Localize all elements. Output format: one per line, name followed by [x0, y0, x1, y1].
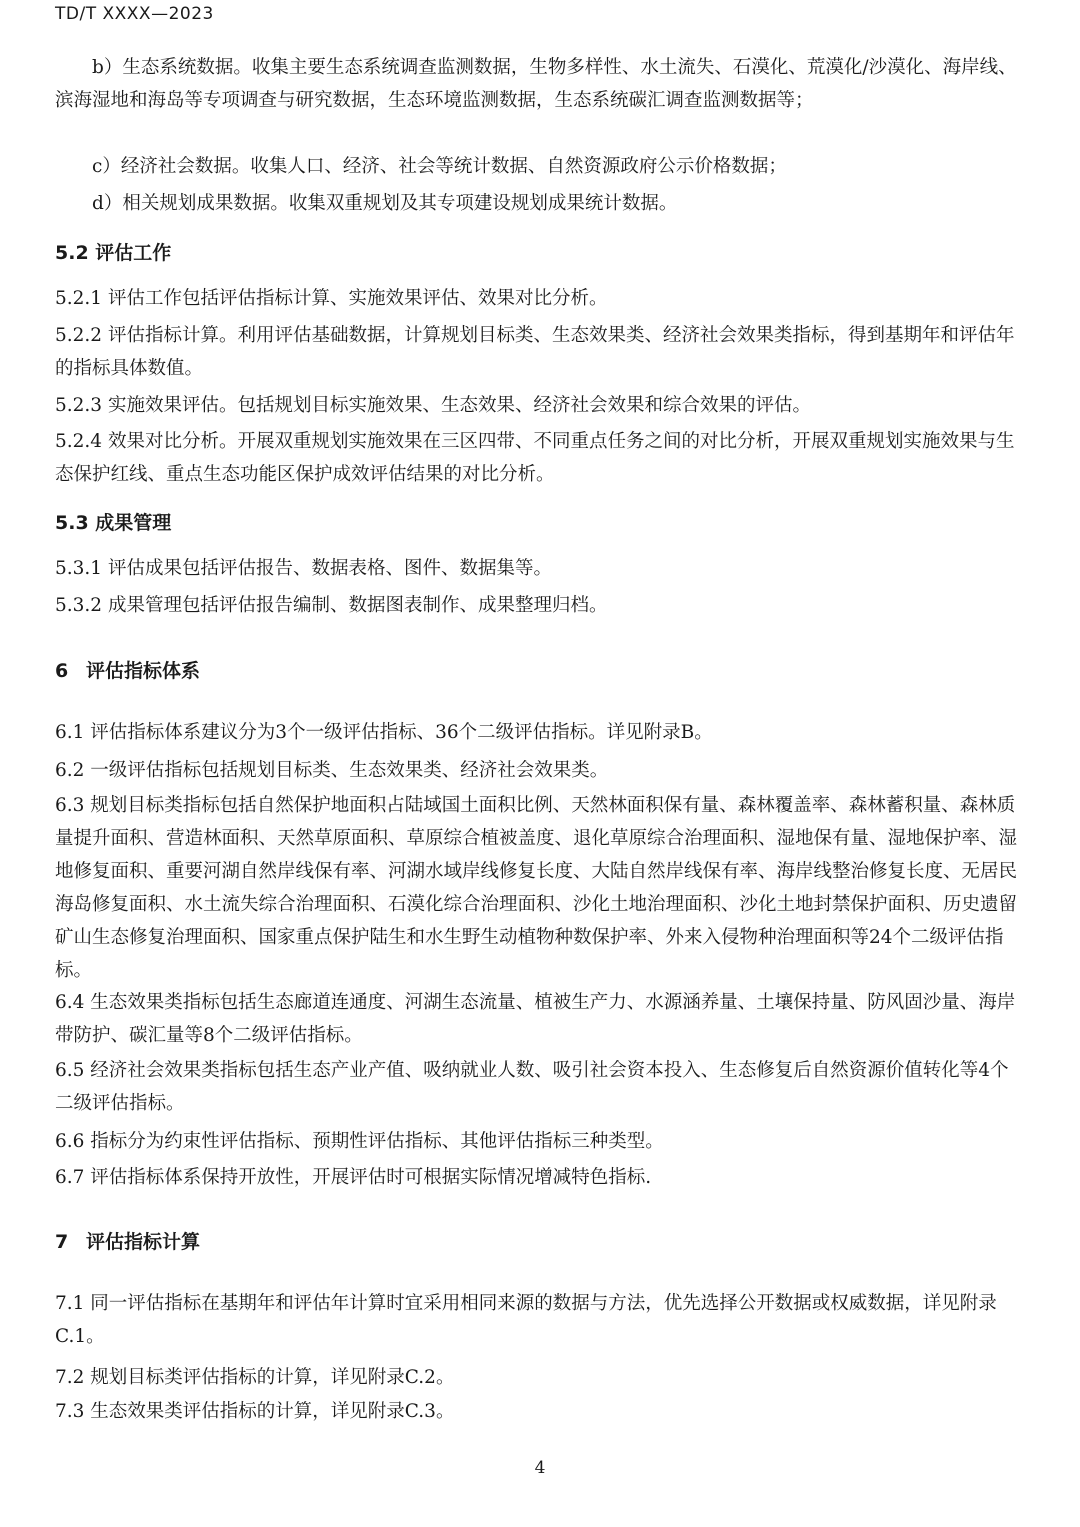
chapter-7-number: 7 — [55, 1231, 69, 1253]
clause-6-3: 6.3 规划目标类指标包括自然保护地面积占陆域国土面积比例、天然林面积保有量、森林覆盖率、森林蓄积量、森林质量提升面积、营造林面积、天然草原面积、草原综合植被盖度、退化草原综合治理面积、湿地保有量、湿地保护率、湿地修复面积、重要河湖自然岸线保有率、河湖水域岸线修复长度、大陆自然岸线保有率、海岸线整治修复长度、无居民海岛修复面积、水土流失综合治理面积、石漠化综合治理面积、沙化土地治理面积、沙化土地封禁保护面积、历史遗留矿山生态修复治理面积、国家重点保护陆生和水生野生动植物种数保护率、外来入侵物种治理面积等24个二级评估指标。 — [55, 795, 1018, 981]
clause-7-2: 7.2 规划目标类评估指标的计算，详见附录C.2。 — [55, 1367, 455, 1388]
clause-5-3-1: 5.3.1 评估成果包括评估报告、数据表格、图件、数据集等。 — [55, 558, 552, 579]
item-c-socioeconomic-data: c）经济社会数据。收集人口、经济、社会等统计数据、自然资源政府公示价格数据； — [92, 156, 787, 177]
clause-6-5: 6.5 经济社会效果类指标包括生态产业产值、吸纳就业人数、吸引社会资本投入、生态修复后自然资源价值转化等4个二级评估指标。 — [55, 1060, 1009, 1114]
clause-6-1: 6.1 评估指标体系建议分为3个一级评估指标、36个二级评估指标。详见附录B。 — [55, 722, 713, 743]
chapter-6-heading — [55, 656, 200, 683]
page-number: 4 — [534, 1458, 546, 1478]
chapter-7-title: 评估指标计算 — [86, 1231, 201, 1253]
clause-6-4: 6.4 生态效果类指标包括生态廊道连通度、河湖生态流量、植被生产力、水源涵养量、土壤保持量、防风固沙量、海岸带防护、碳汇量等8个二级评估指标。 — [55, 992, 1016, 1046]
clause-5-3-2: 5.3.2 成果管理包括评估报告编制、数据图表制作、成果整理归档。 — [55, 595, 608, 616]
item-b-ecosystem-data: b）生态系统数据。收集主要生态系统调查监测数据，生物多样性、水土流失、石漠化、荒漠化/沙漠化、海岸线、滨海湿地和海岛等专项调查与研究数据，生态环境监测数据，生态系统碳汇调查监测数据等； — [55, 57, 1017, 111]
chapter-7-heading — [55, 1227, 200, 1254]
clause-5-2-2: 5.2.2 评估指标计算。利用评估基础数据，计算规划目标类、生态效果类、经济社会效果类指标，得到基期年和评估年的指标具体数值。 — [55, 325, 1015, 379]
clause-6-7: 6.7 评估指标体系保持开放性，开展评估时可根据实际情况增减特色指标. — [55, 1167, 652, 1188]
section-5-3-heading: 5.3 成果管理 — [55, 512, 172, 534]
clause-5-2-4: 5.2.4 效果对比分析。开展双重规划实施效果在三区四带、不同重点任务之间的对比分析，开展双重规划实施效果与生态保护红线、重点生态功能区保护成效评估结果的对比分析。 — [55, 431, 1015, 485]
clause-6-2: 6.2 一级评估指标包括规划目标类、生态效果类、经济社会效果类。 — [55, 760, 609, 781]
chapter-6-title: 评估指标体系 — [86, 660, 201, 682]
clause-6-6: 6.6 指标分为约束性评估指标、预期性评估指标、其他评估指标三种类型。 — [55, 1131, 664, 1152]
clause-5-2-3: 5.2.3 实施效果评估。包括规划目标实施效果、生态效果、经济社会效果和综合效果的评估。 — [55, 395, 811, 416]
item-d-planning-data: d）相关规划成果数据。收集双重规划及其专项建设规划成果统计数据。 — [92, 193, 678, 214]
chapter-6-number: 6 — [55, 660, 69, 682]
clause-7-1: 7.1 同一评估指标在基期年和评估年计算时宜采用相同来源的数据与方法，优先选择公开数据或权威数据，详见附录C.1。 — [55, 1293, 997, 1347]
standard-code-header: TD/T XXXX—2023 — [55, 4, 214, 24]
section-5-2-heading: 5.2 评估工作 — [55, 242, 172, 264]
clause-5-2-1: 5.2.1 评估工作包括评估指标计算、实施效果评估、效果对比分析。 — [55, 288, 608, 309]
clause-7-3: 7.3 生态效果类评估指标的计算，详见附录C.3。 — [55, 1401, 455, 1422]
